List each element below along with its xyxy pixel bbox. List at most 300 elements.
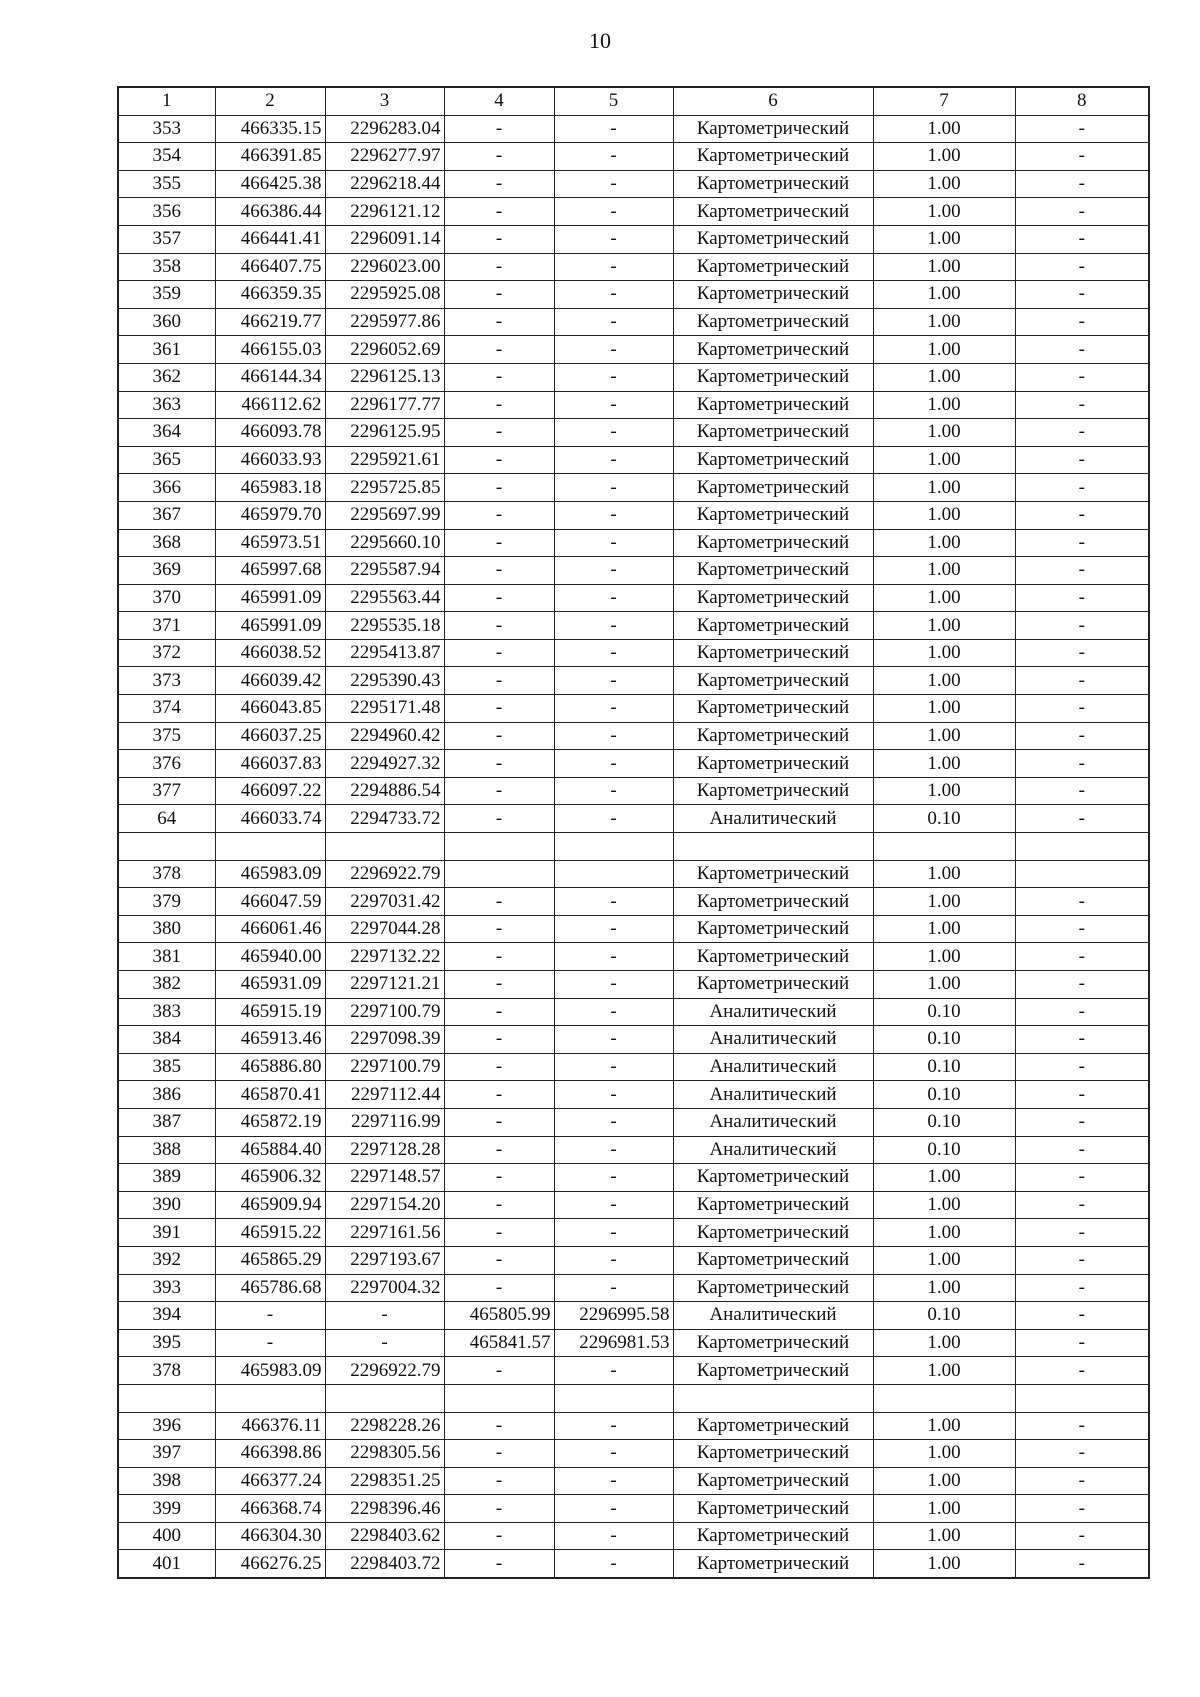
table-row — [118, 1108, 1149, 1136]
table-cell: - — [554, 722, 673, 750]
table-cell: 1.00 — [873, 419, 1015, 447]
table-cell: 396 — [118, 1412, 215, 1440]
table-cell: Картометрический — [673, 225, 873, 253]
table-cell: 465991.09 — [215, 612, 325, 640]
table-cell: - — [444, 777, 554, 805]
table-cell: 2296177.77 — [325, 391, 444, 419]
table-cell: 2297148.57 — [325, 1164, 444, 1192]
table-row — [118, 225, 1149, 253]
table-cell: 0.10 — [873, 998, 1015, 1026]
table-row — [118, 667, 1149, 695]
table-cell: 360 — [118, 308, 215, 336]
table-cell: 2294733.72 — [325, 805, 444, 833]
table-cell: - — [444, 971, 554, 999]
table-row — [118, 1053, 1149, 1081]
table-cell: Картометрический — [673, 308, 873, 336]
table-cell: - — [554, 915, 673, 943]
table-cell: - — [1015, 1026, 1149, 1054]
table-cell: 1.00 — [873, 143, 1015, 171]
table-cell: 1.00 — [873, 557, 1015, 585]
table-cell: 0.10 — [873, 1081, 1015, 1109]
table-cell: 2297031.42 — [325, 888, 444, 916]
table-cell: 1.00 — [873, 584, 1015, 612]
table-cell: 1.00 — [873, 281, 1015, 309]
table-cell: - — [444, 998, 554, 1026]
table-cell: - — [444, 1246, 554, 1274]
table-row — [118, 1026, 1149, 1054]
table-row — [118, 750, 1149, 778]
table-cell: 2296218.44 — [325, 170, 444, 198]
table-cell: Картометрический — [673, 170, 873, 198]
table-cell — [554, 860, 673, 888]
table-cell: Картометрический — [673, 971, 873, 999]
table-cell: 2296121.12 — [325, 198, 444, 226]
table-cell: - — [215, 1329, 325, 1357]
table-cell: 466037.83 — [215, 750, 325, 778]
table-cell: 2297132.22 — [325, 943, 444, 971]
table-cell: - — [444, 915, 554, 943]
table-cell: - — [1015, 1081, 1149, 1109]
table-cell: - — [1015, 474, 1149, 502]
table-cell: 1.00 — [873, 170, 1015, 198]
table-cell: - — [444, 501, 554, 529]
table-row — [118, 1164, 1149, 1192]
table-cell: - — [444, 1412, 554, 1440]
table-row — [118, 529, 1149, 557]
table-cell: - — [444, 529, 554, 557]
table-cell: Картометрический — [673, 722, 873, 750]
table-cell: 399 — [118, 1495, 215, 1523]
table-cell: 466033.93 — [215, 446, 325, 474]
table-cell: - — [1015, 1164, 1149, 1192]
table-cell: 1.00 — [873, 915, 1015, 943]
table-cell: - — [554, 971, 673, 999]
table-cell: 354 — [118, 143, 215, 171]
table-cell: 64 — [118, 805, 215, 833]
table-cell: - — [444, 363, 554, 391]
table-cell: Картометрический — [673, 501, 873, 529]
coordinates-table — [117, 86, 1150, 1579]
table-cell: 372 — [118, 639, 215, 667]
table-row — [118, 363, 1149, 391]
table-cell: 1.00 — [873, 639, 1015, 667]
table-cell — [554, 1384, 673, 1412]
table-cell: Аналитический — [673, 1108, 873, 1136]
table-cell: 401 — [118, 1550, 215, 1578]
table-cell: - — [554, 115, 673, 143]
table-cell: - — [554, 143, 673, 171]
table-cell: 466425.38 — [215, 170, 325, 198]
table-cell: - — [444, 943, 554, 971]
table-cell: - — [554, 1136, 673, 1164]
table-cell: - — [1015, 1357, 1149, 1385]
table-cell: 1.00 — [873, 225, 1015, 253]
table-cell: 359 — [118, 281, 215, 309]
table-cell: Аналитический — [673, 1081, 873, 1109]
table-cell: 1.00 — [873, 695, 1015, 723]
table-cell: Картометрический — [673, 253, 873, 281]
table-cell: 398 — [118, 1467, 215, 1495]
table-cell: 2295413.87 — [325, 639, 444, 667]
table-cell: - — [1015, 281, 1149, 309]
table-row — [118, 860, 1149, 888]
table-cell — [873, 1384, 1015, 1412]
table-cell: 465979.70 — [215, 501, 325, 529]
table-cell: 358 — [118, 253, 215, 281]
table-cell: 2297154.20 — [325, 1191, 444, 1219]
table-cell: 362 — [118, 363, 215, 391]
table-cell: - — [554, 1164, 673, 1192]
table-cell: Картометрический — [673, 363, 873, 391]
table-cell: - — [1015, 722, 1149, 750]
table-cell: 1.00 — [873, 1164, 1015, 1192]
table-row — [118, 281, 1149, 309]
table-cell: 357 — [118, 225, 215, 253]
table-cell — [444, 1384, 554, 1412]
table-cell: 466386.44 — [215, 198, 325, 226]
table-cell: 0.10 — [873, 1053, 1015, 1081]
table-cell: - — [444, 143, 554, 171]
table-cell: 465940.00 — [215, 943, 325, 971]
table-cell: - — [325, 1302, 444, 1330]
table-cell: 1.00 — [873, 1550, 1015, 1578]
table-cell: - — [1015, 639, 1149, 667]
table-cell: Картометрический — [673, 1219, 873, 1247]
table-cell: 466304.30 — [215, 1522, 325, 1550]
table-cell: - — [1015, 336, 1149, 364]
table-cell: - — [554, 1246, 673, 1274]
table-cell: - — [444, 281, 554, 309]
table-cell: 1.00 — [873, 1274, 1015, 1302]
table-row — [118, 1274, 1149, 1302]
table-cell: 466093.78 — [215, 419, 325, 447]
table-cell: - — [554, 1191, 673, 1219]
table-cell: 465931.09 — [215, 971, 325, 999]
table-cell: 2296023.00 — [325, 253, 444, 281]
table-cell: 1.00 — [873, 198, 1015, 226]
table-row — [118, 1219, 1149, 1247]
table-cell: - — [444, 1081, 554, 1109]
table-cell: 2296091.14 — [325, 225, 444, 253]
table-cell: Картометрический — [673, 1246, 873, 1274]
table-cell: 384 — [118, 1026, 215, 1054]
table-cell: - — [554, 198, 673, 226]
table-cell: 465865.29 — [215, 1246, 325, 1274]
table-cell: - — [1015, 1329, 1149, 1357]
table-cell: - — [1015, 1136, 1149, 1164]
table-cell: - — [444, 888, 554, 916]
table-cell — [554, 833, 673, 861]
table-cell: - — [554, 391, 673, 419]
table-cell: 378 — [118, 1357, 215, 1385]
table-cell: Картометрический — [673, 1329, 873, 1357]
table-cell: 2295921.61 — [325, 446, 444, 474]
table-cell — [215, 1384, 325, 1412]
table-cell: 371 — [118, 612, 215, 640]
table-cell: 2295390.43 — [325, 667, 444, 695]
table-cell: 379 — [118, 888, 215, 916]
table-cell: 381 — [118, 943, 215, 971]
table-row — [118, 1522, 1149, 1550]
table-cell: 466335.15 — [215, 115, 325, 143]
table-cell: 1.00 — [873, 1191, 1015, 1219]
table-cell: - — [1015, 391, 1149, 419]
table-cell: 1.00 — [873, 777, 1015, 805]
table-cell: 2295725.85 — [325, 474, 444, 502]
table-cell: 391 — [118, 1219, 215, 1247]
table-cell: 2295977.86 — [325, 308, 444, 336]
table-cell: - — [1015, 1302, 1149, 1330]
table-row — [118, 915, 1149, 943]
table-cell: - — [444, 695, 554, 723]
table-cell: - — [554, 1522, 673, 1550]
table-cell: 1.00 — [873, 115, 1015, 143]
table-cell: - — [444, 1108, 554, 1136]
table-cell: 1.00 — [873, 363, 1015, 391]
table-cell: 2296052.69 — [325, 336, 444, 364]
table-cell: 466037.25 — [215, 722, 325, 750]
table-cell: Картометрический — [673, 115, 873, 143]
table-cell: 2298351.25 — [325, 1467, 444, 1495]
table-cell: - — [1015, 1412, 1149, 1440]
table-cell: 2297044.28 — [325, 915, 444, 943]
table-cell: 366 — [118, 474, 215, 502]
table-cell: - — [554, 1108, 673, 1136]
table-cell: - — [1015, 198, 1149, 226]
table-cell: Картометрический — [673, 1164, 873, 1192]
table-cell: 2294886.54 — [325, 777, 444, 805]
table-cell: 1.00 — [873, 529, 1015, 557]
table-cell: 395 — [118, 1329, 215, 1357]
table-cell: 365 — [118, 446, 215, 474]
table-cell: Картометрический — [673, 915, 873, 943]
table-cell — [1015, 833, 1149, 861]
table-cell: - — [1015, 1191, 1149, 1219]
table-cell: - — [1015, 915, 1149, 943]
table-cell: 394 — [118, 1302, 215, 1330]
table-cell: 465913.46 — [215, 1026, 325, 1054]
table-cell: - — [444, 308, 554, 336]
table-cell: - — [444, 1164, 554, 1192]
table-cell: 465886.80 — [215, 1053, 325, 1081]
table-cell: 2294927.32 — [325, 750, 444, 778]
table-cell: - — [444, 1136, 554, 1164]
table-cell: 1.00 — [873, 501, 1015, 529]
table-cell: - — [1015, 943, 1149, 971]
table-cell: 2297098.39 — [325, 1026, 444, 1054]
table-cell: - — [554, 777, 673, 805]
table-cell: Картометрический — [673, 198, 873, 226]
table-cell: - — [1015, 750, 1149, 778]
table-cell: 392 — [118, 1246, 215, 1274]
table-cell: Картометрический — [673, 1274, 873, 1302]
table-cell: - — [1015, 363, 1149, 391]
table-row — [118, 888, 1149, 916]
table-cell: - — [554, 225, 673, 253]
table-cell: 465983.18 — [215, 474, 325, 502]
table-cell — [118, 833, 215, 861]
table-cell: - — [554, 1274, 673, 1302]
table-row — [118, 1246, 1149, 1274]
table-cell: - — [444, 584, 554, 612]
table-cell: - — [554, 474, 673, 502]
table-cell: 1.00 — [873, 1329, 1015, 1357]
table-cell: - — [554, 1412, 673, 1440]
table-cell: - — [444, 1219, 554, 1247]
table-cell — [1015, 860, 1149, 888]
table-cell: - — [1015, 1550, 1149, 1578]
table-cell — [325, 833, 444, 861]
table-cell: 1.00 — [873, 750, 1015, 778]
table-cell: 1.00 — [873, 391, 1015, 419]
table-cell: Картометрический — [673, 446, 873, 474]
table-cell: Картометрический — [673, 529, 873, 557]
table-cell: 0.10 — [873, 1108, 1015, 1136]
table-cell: 465983.09 — [215, 860, 325, 888]
table-cell: 2296125.13 — [325, 363, 444, 391]
table-cell: Картометрический — [673, 584, 873, 612]
table-cell: 466441.41 — [215, 225, 325, 253]
table-cell: Картометрический — [673, 777, 873, 805]
table-cell: - — [1015, 1108, 1149, 1136]
table-cell: 2298403.62 — [325, 1522, 444, 1550]
table-cell: - — [554, 1219, 673, 1247]
table-row — [118, 833, 1149, 861]
table-cell: 2294960.42 — [325, 722, 444, 750]
table-cell: Картометрический — [673, 474, 873, 502]
table-cell: - — [1015, 501, 1149, 529]
table-cell: 465870.41 — [215, 1081, 325, 1109]
table-cell: Картометрический — [673, 1550, 873, 1578]
table-cell: - — [444, 253, 554, 281]
table-cell — [673, 1384, 873, 1412]
table-cell: Картометрический — [673, 1522, 873, 1550]
table-cell: 374 — [118, 695, 215, 723]
table-cell: 465786.68 — [215, 1274, 325, 1302]
table-cell: 466377.24 — [215, 1467, 325, 1495]
table-row — [118, 1136, 1149, 1164]
table-cell: - — [444, 336, 554, 364]
table-row — [118, 419, 1149, 447]
table-cell: 2295587.94 — [325, 557, 444, 585]
table-cell: 1.00 — [873, 1522, 1015, 1550]
table-row — [118, 115, 1149, 143]
table-cell: - — [1015, 1522, 1149, 1550]
table-cell: - — [444, 446, 554, 474]
table-cell: 2297161.56 — [325, 1219, 444, 1247]
table-cell: 1.00 — [873, 474, 1015, 502]
table-cell: - — [1015, 888, 1149, 916]
table-cell: Картометрический — [673, 860, 873, 888]
table-cell: 1.00 — [873, 1246, 1015, 1274]
table-cell: - — [444, 667, 554, 695]
table-row — [118, 308, 1149, 336]
page-number: 10 — [589, 28, 611, 53]
table-cell: 2297193.67 — [325, 1246, 444, 1274]
table-cell: 2296995.58 — [554, 1302, 673, 1330]
table-cell: - — [1015, 143, 1149, 171]
table-cell: 370 — [118, 584, 215, 612]
table-cell: 364 — [118, 419, 215, 447]
table-cell: 397 — [118, 1440, 215, 1468]
table-row — [118, 446, 1149, 474]
table-cell: 465872.19 — [215, 1108, 325, 1136]
table-cell: 0.10 — [873, 1302, 1015, 1330]
table-cell: Картометрический — [673, 750, 873, 778]
table-cell: 376 — [118, 750, 215, 778]
table-row — [118, 584, 1149, 612]
table-cell: 382 — [118, 971, 215, 999]
table-cell: - — [554, 529, 673, 557]
table-cell: 2296283.04 — [325, 115, 444, 143]
table-cell: 377 — [118, 777, 215, 805]
table-cell: 465915.22 — [215, 1219, 325, 1247]
table-cell: - — [215, 1302, 325, 1330]
table-cell: 1.00 — [873, 612, 1015, 640]
table-cell: 466407.75 — [215, 253, 325, 281]
table-row — [118, 1081, 1149, 1109]
table-cell: - — [444, 750, 554, 778]
table-cell: Картометрический — [673, 1467, 873, 1495]
table-row — [118, 1384, 1149, 1412]
table-cell: - — [444, 1053, 554, 1081]
table-cell: 2297128.28 — [325, 1136, 444, 1164]
column-header: 8 — [1015, 87, 1149, 115]
table-cell: 1.00 — [873, 722, 1015, 750]
table-row — [118, 1467, 1149, 1495]
table-cell: 1.00 — [873, 1219, 1015, 1247]
table-cell: 355 — [118, 170, 215, 198]
table-cell: - — [554, 170, 673, 198]
column-header: 1 — [118, 87, 215, 115]
table-cell: 466398.86 — [215, 1440, 325, 1468]
table-cell: 2298305.56 — [325, 1440, 444, 1468]
column-header: 3 — [325, 87, 444, 115]
table-cell: - — [1015, 419, 1149, 447]
table-cell: - — [444, 198, 554, 226]
table-cell: Аналитический — [673, 1302, 873, 1330]
table-cell: 2297004.32 — [325, 1274, 444, 1302]
table-cell: 466043.85 — [215, 695, 325, 723]
table-cell: 466376.11 — [215, 1412, 325, 1440]
table-cell: 466033.74 — [215, 805, 325, 833]
table-cell: 465983.09 — [215, 1357, 325, 1385]
table-cell: 2295925.08 — [325, 281, 444, 309]
table-cell: 400 — [118, 1522, 215, 1550]
table-cell: 369 — [118, 557, 215, 585]
table-cell: 367 — [118, 501, 215, 529]
table-cell: - — [554, 253, 673, 281]
table-cell: 356 — [118, 198, 215, 226]
table-cell: - — [444, 1191, 554, 1219]
table-cell: 380 — [118, 915, 215, 943]
table-cell: - — [1015, 557, 1149, 585]
table-cell: Картометрический — [673, 1495, 873, 1523]
table-cell: 1.00 — [873, 446, 1015, 474]
table-cell: 1.00 — [873, 667, 1015, 695]
table-body — [118, 115, 1149, 1578]
table-cell: 465884.40 — [215, 1136, 325, 1164]
table-cell: - — [554, 612, 673, 640]
table-cell: Картометрический — [673, 419, 873, 447]
table-row — [118, 1412, 1149, 1440]
table-cell: 2295563.44 — [325, 584, 444, 612]
table-cell: 2296277.97 — [325, 143, 444, 171]
table-cell: Аналитический — [673, 1026, 873, 1054]
table-cell: 2297100.79 — [325, 998, 444, 1026]
table-cell: Аналитический — [673, 998, 873, 1026]
table-cell: 2298403.72 — [325, 1550, 444, 1578]
